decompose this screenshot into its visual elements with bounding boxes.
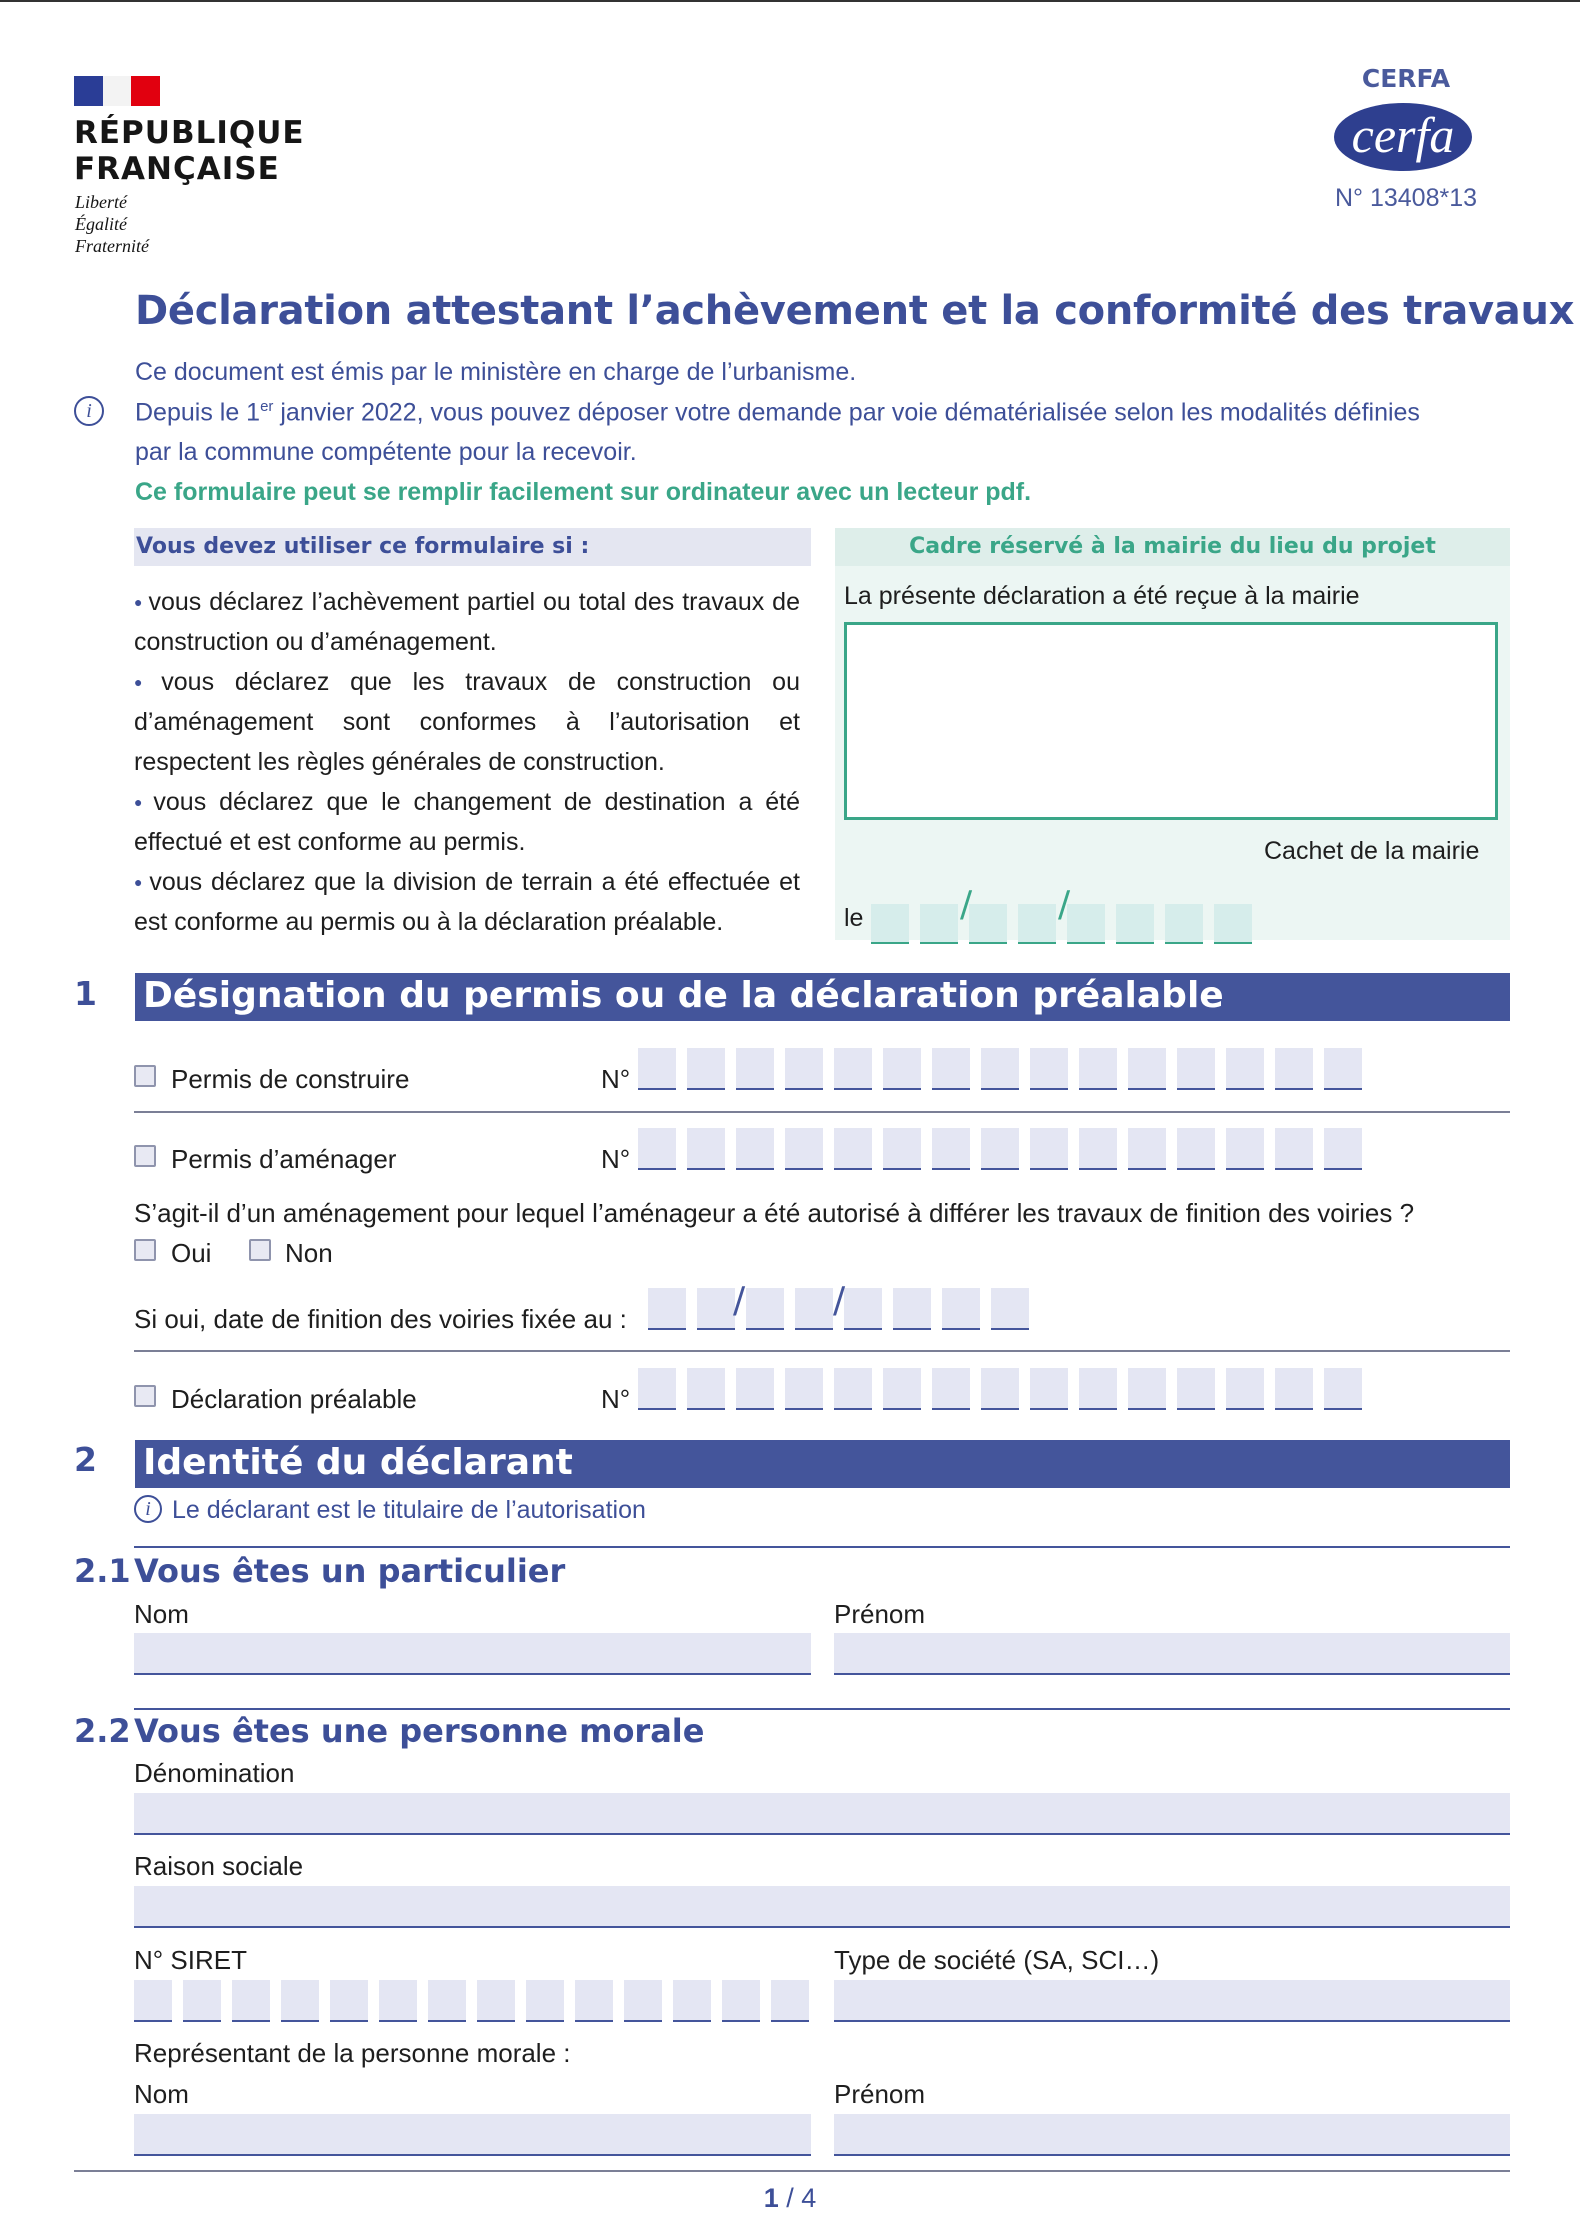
- permis-amenager-checkbox[interactable]: [134, 1145, 156, 1167]
- type-societe-field[interactable]: [834, 1980, 1510, 2022]
- denomination-field[interactable]: [134, 1793, 1510, 1835]
- intro-line-2: Depuis le 1er janvier 2022, vous pouvez déposer votre demande par voie dématérialisée selon les modalités définies: [135, 398, 1420, 427]
- date-slash: /: [833, 1280, 846, 1321]
- rep-nom-field[interactable]: [134, 2114, 811, 2156]
- raison-sociale-field[interactable]: [134, 1886, 1510, 1928]
- cerfa-logo: cerfa: [1334, 103, 1472, 171]
- prenom-field[interactable]: [834, 1633, 1510, 1675]
- voiries-question: S’agit-il d’un aménagement pour lequel l’aménageur a été autorisé à différer les travaux de finition des voiries ?: [134, 1198, 1415, 1228]
- declarant-info: Le déclarant est le titulaire de l’autorisation: [172, 1496, 646, 1524]
- siret-field[interactable]: [134, 1980, 809, 2022]
- subsection-2-1-title: Vous êtes un particulier: [134, 1552, 566, 1590]
- cachet-label: Cachet de la mairie: [1264, 837, 1480, 865]
- declaration-prealable-checkbox[interactable]: [134, 1385, 156, 1407]
- form-title: Déclaration attestant l’achèvement et la conformité des travaux: [135, 288, 1575, 334]
- section-2-number: 2: [74, 1440, 97, 1479]
- section-1-title: Désignation du permis ou de la déclaration préalable: [135, 973, 1510, 1021]
- stamp-field[interactable]: [844, 622, 1498, 820]
- usage-bullet: ● vous déclarez que les travaux de construction ou d’aménagement sont conformes à l’autorisation et respectent les règles générales de construction.: [134, 662, 800, 782]
- rep-prenom-label: Prénom: [834, 2079, 926, 2109]
- declaration-prealable-number-field[interactable]: [638, 1368, 1362, 1410]
- rep-prenom-field[interactable]: [834, 2114, 1510, 2156]
- section-1-number: 1: [74, 974, 97, 1013]
- date-slash: /: [960, 884, 973, 925]
- usage-bullet: ● vous déclarez que le changement de destination a été effectué et est conforme au permis.: [134, 782, 800, 862]
- non-checkbox[interactable]: [249, 1239, 271, 1261]
- marianne-flag-logo: [74, 76, 160, 106]
- numero-label: N°: [601, 1064, 631, 1094]
- info-icon: i: [134, 1495, 162, 1523]
- separator: [134, 1708, 1510, 1710]
- usage-bullet: ● vous déclarez l’achèvement partiel ou total des travaux de construction ou d’aménagement.: [134, 582, 800, 662]
- siret-label: N° SIRET: [134, 1945, 247, 1975]
- usage-bullets: [134, 582, 800, 942]
- non-label: Non: [285, 1238, 333, 1268]
- numero-label: N°: [601, 1384, 631, 1414]
- mairie-date-field[interactable]: [844, 904, 1263, 944]
- nom-label: Nom: [134, 1599, 189, 1629]
- section-2-title: Identité du déclarant: [135, 1440, 1510, 1488]
- permis-amenager-label: Permis d’aménager: [171, 1144, 397, 1174]
- republique-francaise-logo: RÉPUBLIQUE FRANÇAISE: [74, 115, 305, 187]
- intro-line-3: par la commune compétente pour la recevoir.: [135, 438, 637, 466]
- permis-amenager-number-field[interactable]: [638, 1128, 1362, 1170]
- separator: [134, 1546, 1510, 1548]
- motto: Liberté Égalité Fraternité: [75, 192, 149, 256]
- denomination-label: Dénomination: [134, 1758, 295, 1788]
- prenom-label: Prénom: [834, 1599, 926, 1629]
- received-label: La présente déclaration a été reçue à la mairie: [844, 582, 1360, 610]
- permis-construire-label: Permis de construire: [171, 1064, 410, 1094]
- rep-nom-label: Nom: [134, 2079, 189, 2109]
- intro-line-1: Ce document est émis par le ministère en charge de l’urbanisme.: [135, 358, 857, 386]
- footer-line: [74, 2170, 1510, 2172]
- numero-label: N°: [601, 1144, 631, 1174]
- cerfa-number: N° 13408*13: [1334, 184, 1478, 212]
- representant-label: Représentant de la personne morale :: [134, 2038, 571, 2068]
- separator: [134, 1111, 1510, 1113]
- date-finition-label: Si oui, date de finition des voiries fixée au :: [134, 1304, 627, 1334]
- type-societe-label: Type de société (SA, SCI…): [834, 1945, 1160, 1975]
- mairie-header: Cadre réservé à la mairie du lieu du projet: [835, 528, 1510, 566]
- cerfa-label: CERFA: [1361, 64, 1451, 93]
- info-icon: i: [74, 396, 104, 426]
- oui-label: Oui: [171, 1238, 212, 1268]
- usage-bullet: ● vous déclarez que la division de terrain a été effectuée et est conforme au permis ou à la déclaration préalable.: [134, 862, 800, 942]
- oui-checkbox[interactable]: [134, 1239, 156, 1261]
- raison-sociale-label: Raison sociale: [134, 1851, 304, 1881]
- le-label: le: [844, 904, 864, 932]
- page-number: 1 / 4: [763, 2183, 817, 2213]
- date-slash: /: [733, 1280, 746, 1321]
- usage-header: Vous devez utiliser ce formulaire si :: [134, 528, 811, 566]
- top-border: [0, 0, 1580, 2]
- subsection-2-2-number: 2.2: [74, 1712, 131, 1750]
- permis-construire-checkbox[interactable]: [134, 1065, 156, 1087]
- declaration-prealable-label: Déclaration préalable: [171, 1384, 417, 1414]
- nom-field[interactable]: [134, 1633, 811, 1675]
- permis-construire-number-field[interactable]: [638, 1048, 1362, 1090]
- subsection-2-2-title: Vous êtes une personne morale: [134, 1712, 705, 1750]
- separator: [134, 1350, 1510, 1352]
- intro-pdf-note: Ce formulaire peut se remplir facilement sur ordinateur avec un lecteur pdf.: [135, 478, 1032, 506]
- date-slash: /: [1058, 884, 1071, 925]
- subsection-2-1-number: 2.1: [74, 1552, 131, 1590]
